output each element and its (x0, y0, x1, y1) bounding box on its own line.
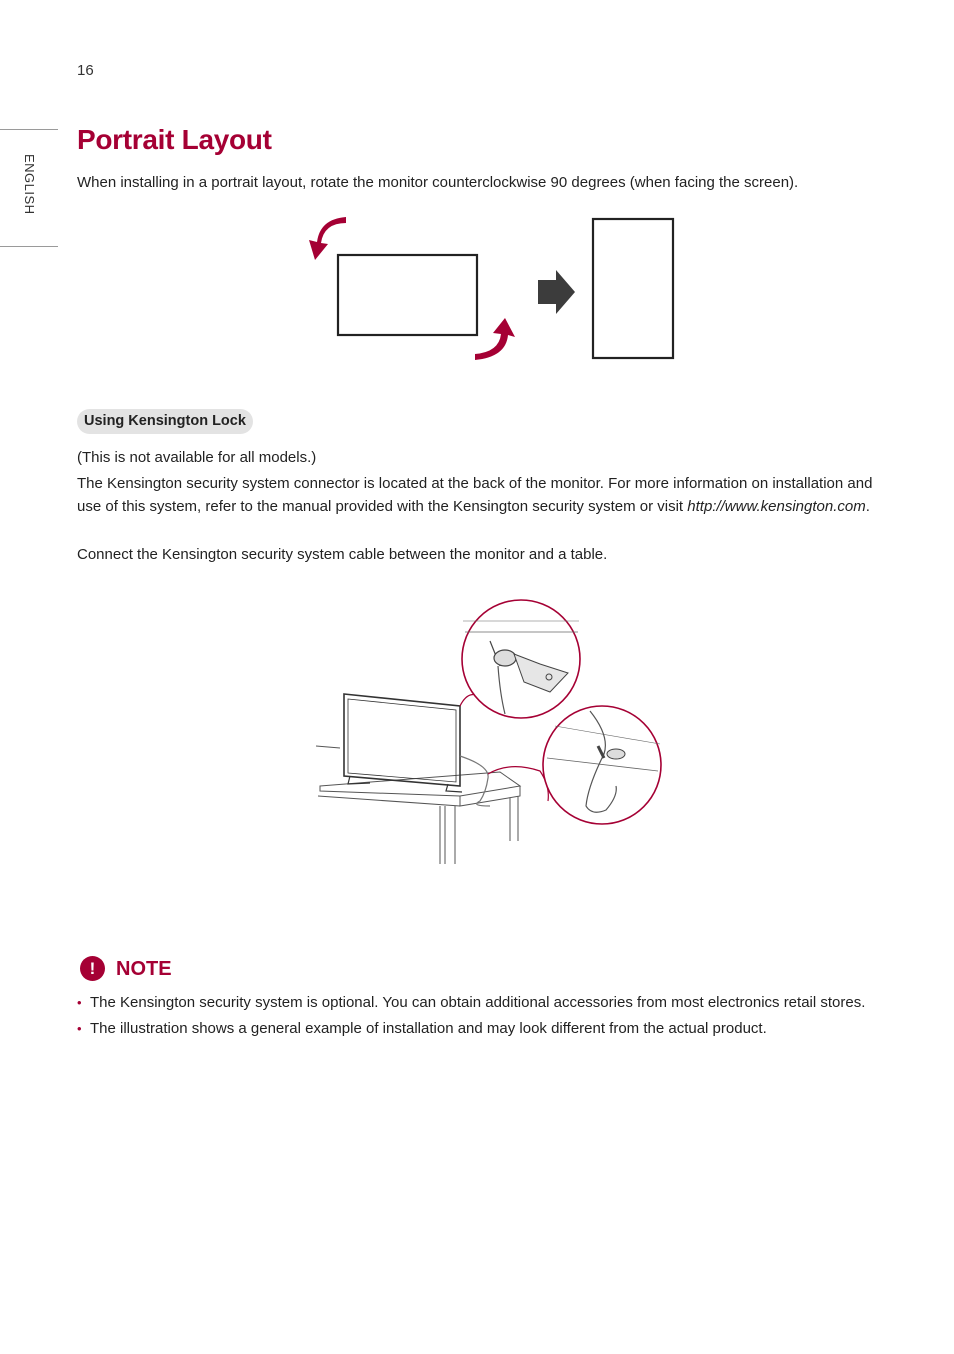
kensington-description (77, 472, 897, 518)
portrait-monitor (593, 219, 673, 358)
note-label: NOTE (116, 958, 172, 980)
lock-detail-circle (462, 600, 580, 718)
portrait-intro-text: When installing in a portrait layout, rotate the monitor counterclockwise 90 degrees (when facing the screen). (77, 174, 799, 191)
bullet-icon: • (77, 995, 82, 1010)
connect-instruction: Connect the Kensington security system cable between the monitor and a table. (77, 546, 608, 563)
rotate-arrow-top (309, 217, 346, 260)
transition-arrow (538, 270, 575, 314)
lock-cable (460, 756, 490, 806)
kensington-description-text: The Kensington security system connector is located at the back of the monitor. For more information on installation and use of this system, refer to the manual provided with the Kensington security system or visit (77, 475, 873, 515)
exclamation-icon: ! (80, 956, 105, 981)
kensington-subheading: Using Kensington Lock (77, 409, 253, 434)
kensington-description-end: . (865, 498, 870, 515)
page-number: 16 (77, 62, 94, 79)
note-item-text: The Kensington security system is optional. You can obtain additional accessories from most electronics retail stores. (90, 994, 866, 1011)
note-item-text: The illustration shows a general example of installation and may look different from the actual product. (90, 1020, 767, 1037)
table-loop-detail-circle (543, 706, 661, 824)
note-item (77, 991, 917, 1014)
availability-note: (This is not available for all models.) (77, 449, 317, 466)
bullet-icon: • (77, 1021, 82, 1036)
rotate-arrow-bottom (475, 318, 515, 360)
table-drawing (316, 746, 520, 864)
kensington-link[interactable]: http://www.kensington.com (687, 498, 866, 515)
section-title: Portrait Layout (77, 124, 272, 155)
note-list (77, 991, 917, 1043)
side-language-tab: ENGLISH (22, 154, 37, 215)
side-tab-rule-bottom (0, 246, 58, 247)
portrait-rotation-illustration (300, 210, 690, 370)
kensington-lock-illustration (300, 596, 670, 871)
landscape-monitor (338, 255, 477, 335)
tv-drawing (344, 694, 462, 792)
side-tab-rule-top (0, 129, 58, 130)
note-item (77, 1017, 917, 1040)
